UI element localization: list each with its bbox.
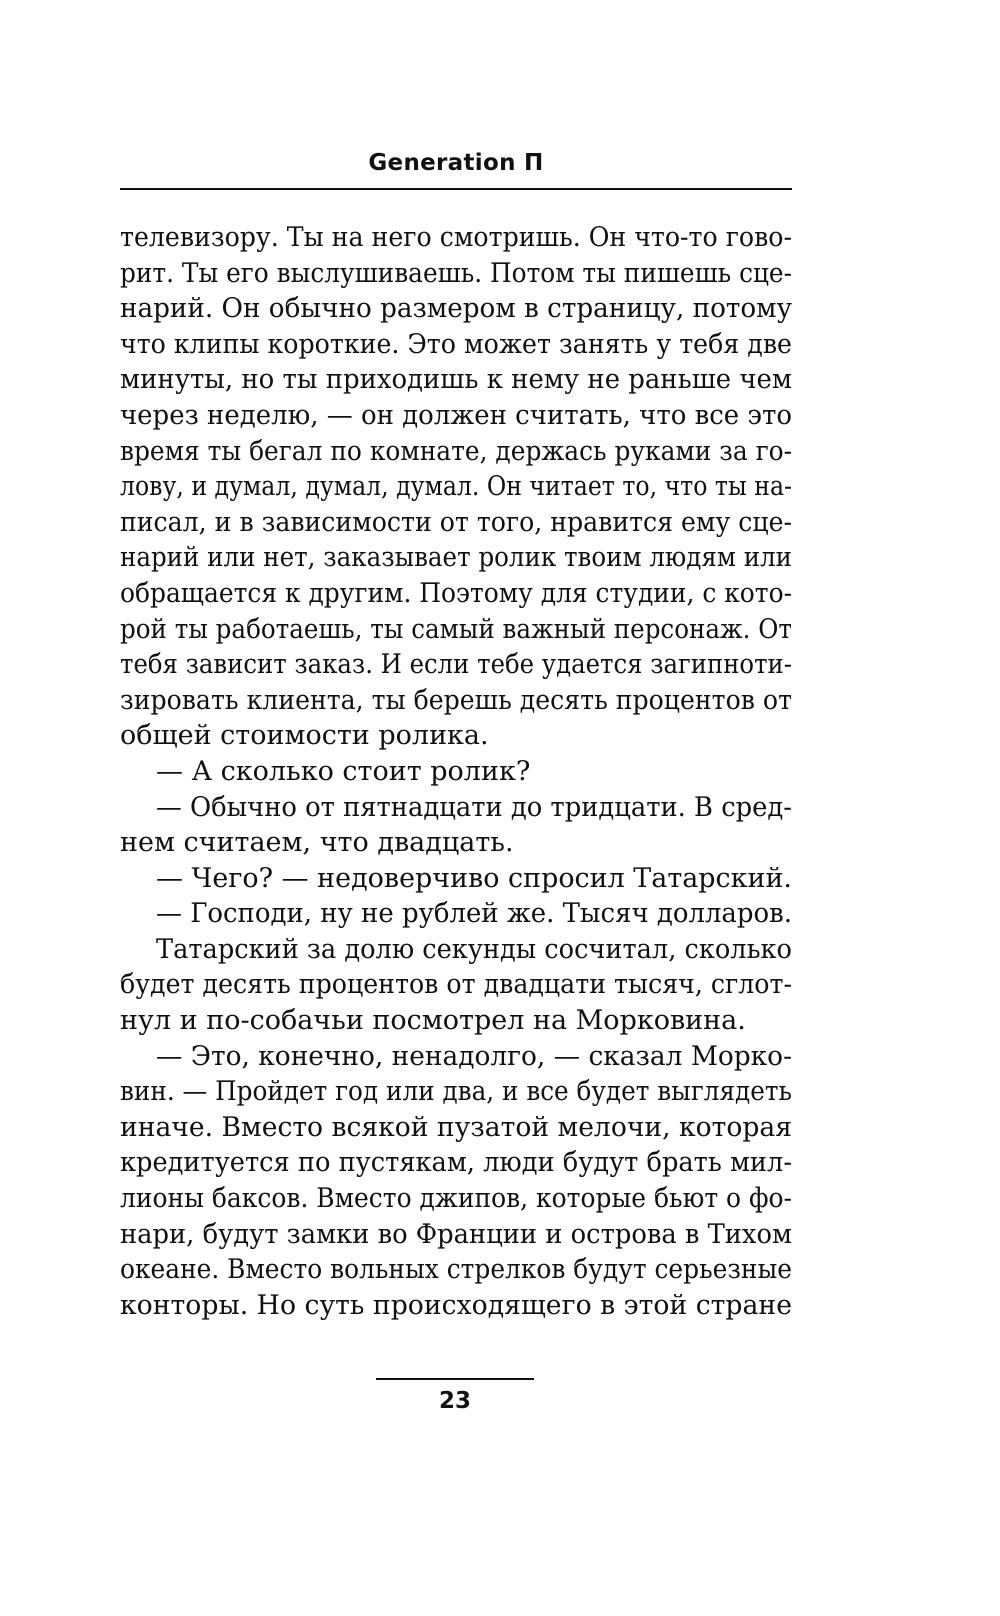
text-line: конторы. Но суть происходящего в этой стране xyxy=(120,1289,792,1321)
text-line: нарий или нет, заказывает ролик твоим людям или xyxy=(120,542,792,574)
footer-rule xyxy=(376,1378,534,1380)
text-line: нем считаем, что двадцать. xyxy=(120,827,514,859)
text-line: что клипы короткие. Это может занять у тебя две xyxy=(120,328,792,360)
text-line: зировать клиента, ты берешь десять процентов от xyxy=(120,684,792,716)
text-line: нул и по-собачьи посмотрел на Морковина. xyxy=(120,1005,746,1037)
text-line: — А сколько стоит ролик? xyxy=(156,755,531,787)
text-line: нари, будут замки во Франции и острова в Тихом xyxy=(120,1218,792,1250)
text-line: через неделю, — он должен считать, что все это xyxy=(120,399,792,431)
text-line: — Обычно от пятнадцати до тридцати. В сред- xyxy=(156,791,792,823)
text-line: — Это, конечно, ненадолго, — сказал Морко- xyxy=(156,1040,792,1072)
text-line: рит. Ты его выслушиваешь. Потом ты пишешь сце- xyxy=(120,257,792,289)
header-rule xyxy=(120,188,792,190)
text-line: писал, и в зависимости от того, нравится ему сце- xyxy=(120,506,792,538)
text-line: телевизору. Ты на него смотришь. Он что-то гово- xyxy=(120,222,792,253)
text-line: — Господи, ну не рублей же. Тысяч долларов. xyxy=(156,898,792,930)
text-line: будет десять процентов от двадцати тысяч, сглот- xyxy=(120,969,792,1001)
text-line: вин. — Пройдет год или два, и все будет выглядеть xyxy=(120,1076,792,1108)
text-line: Татарский за долю секунды сосчитал, сколько xyxy=(156,933,792,965)
text-line: общей стоимости ролика. xyxy=(120,720,489,752)
text-line: лову, и думал, думал, думал. Он читает то, что ты на- xyxy=(120,471,792,503)
text-line: время ты бегал по комнате, держась руками за го- xyxy=(120,435,792,467)
text-line: нарий. Он обычно размером в страницу, потому xyxy=(120,293,792,325)
text-line: — Чего? — недоверчиво спросил Татарский. xyxy=(156,862,792,894)
text-line: минуты, но ты приходишь к нему не раньше чем xyxy=(120,364,792,396)
text-line: иначе. Вместо всякой пузатой мелочи, которая xyxy=(120,1111,792,1143)
text-line: обращается к другим. Поэтому для студии, с кото- xyxy=(120,577,792,609)
running-head: Generation П xyxy=(368,150,544,176)
body-text xyxy=(120,220,792,1323)
text-line: лионы баксов. Вместо джипов, которые бьют о фо- xyxy=(120,1183,792,1215)
text-line: кредитуется по пустякам, люди будут брать мил- xyxy=(120,1147,792,1179)
text-line: рой ты работаешь, ты самый важный персонаж. От xyxy=(120,613,792,645)
text-line: тебя зависит заказ. И если тебе удается загипноти- xyxy=(120,649,792,681)
text-line: океане. Вместо вольных стрелков будут серьезные xyxy=(120,1254,792,1286)
page-number: 23 xyxy=(438,1388,471,1414)
